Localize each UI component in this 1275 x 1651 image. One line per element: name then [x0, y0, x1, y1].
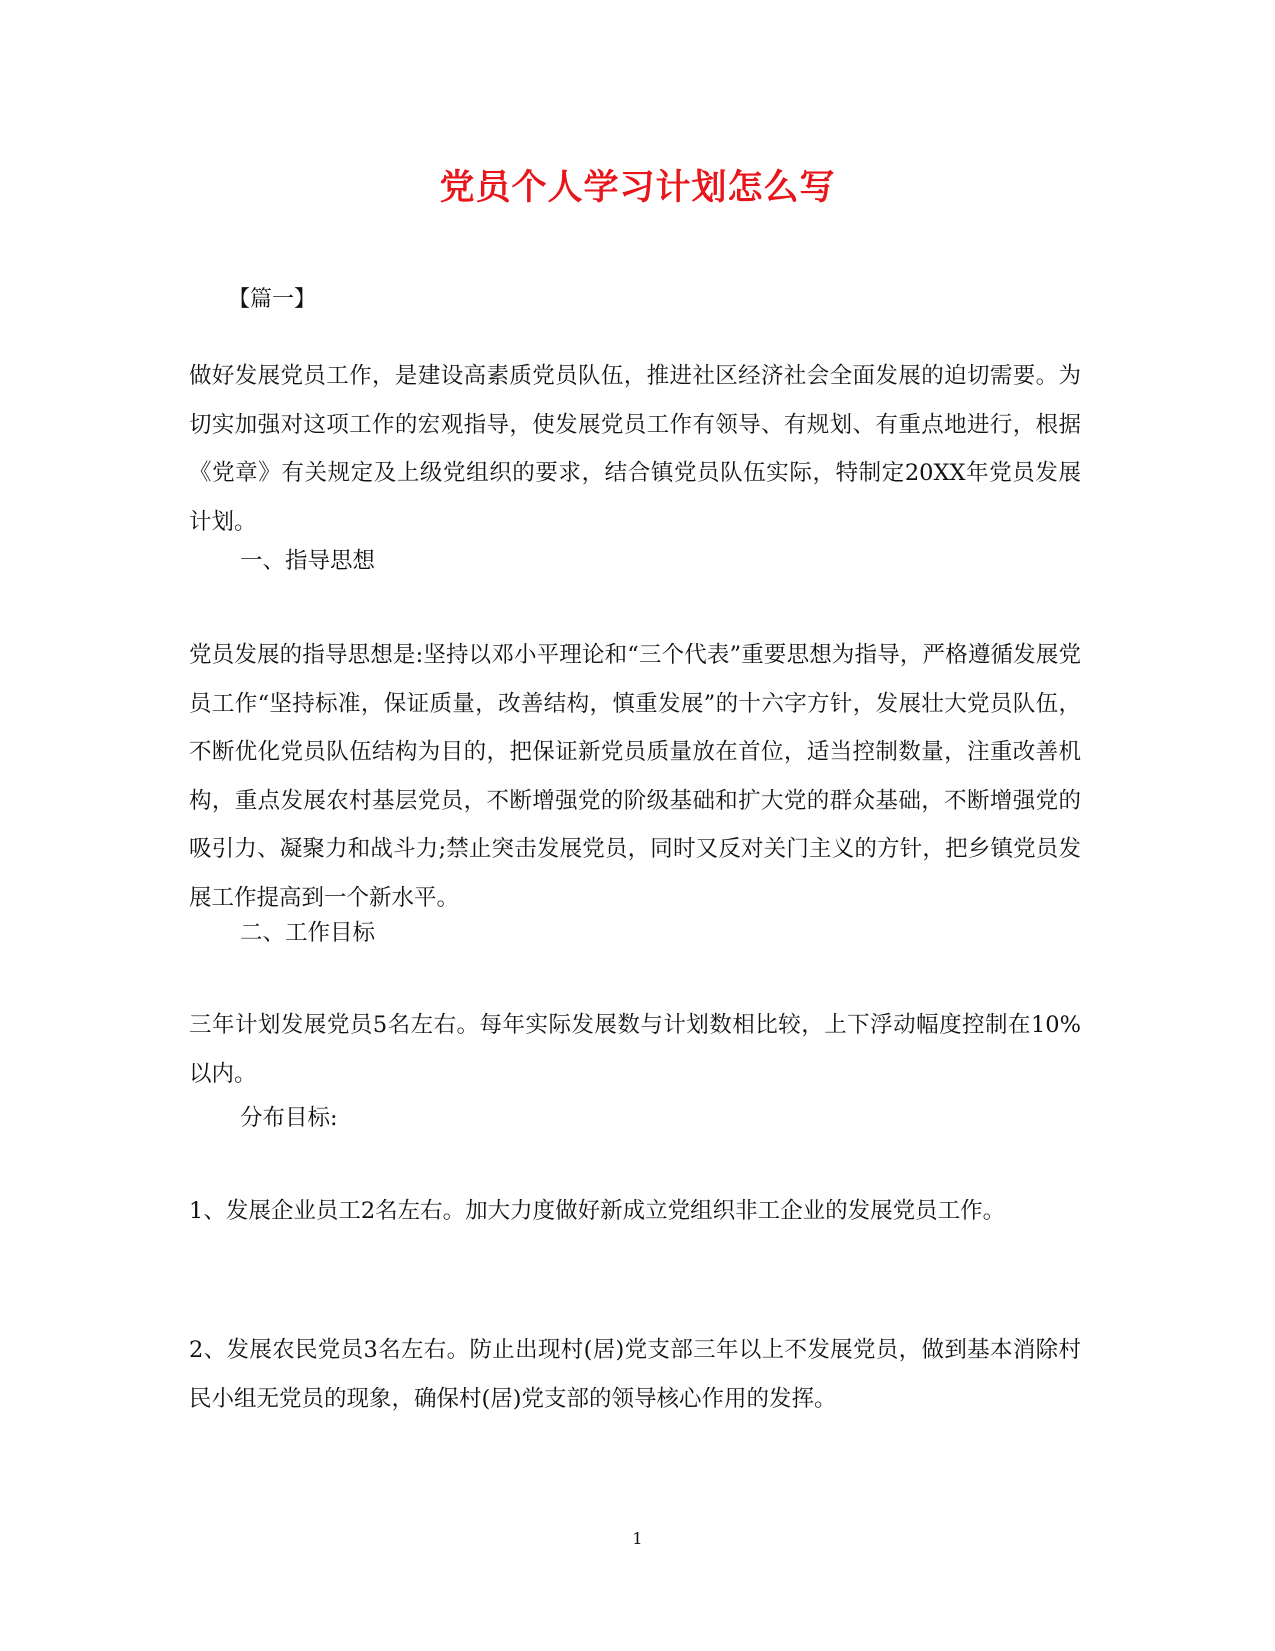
list-item-enterprise: 1、发展企业员工2名左右。加大力度做好新成立党组织非工企业的发展党员工作。: [189, 1198, 1006, 1224]
document-title: 党员个人学习计划怎么写: [439, 167, 836, 208]
page-number: 1: [632, 1529, 643, 1548]
section-tag: 【篇一】: [228, 287, 317, 312]
paragraph-work-goal: 三年计划发展党员5名左右。每年实际发展数与计划数相比较，上下浮动幅度控制在10%以内。: [189, 1012, 1081, 1087]
paragraph-guiding-thought: 党员发展的指导思想是:坚持以邓小平理论和“三个代表”重要思想为指导，严格遵循发展党员工作“坚持标准，保证质量，改善结构，慎重发展”的十六字方针，发展壮大党员队伍，不断优化党员队伍结构为目的，把保证新党员质量放在首位，适当控制数量，注重改善机构，重点发展农村基层党员，不断增强党的阶级基础和扩大党的群众基础，不断增强党的吸引力、凝聚力和战斗力;禁止突击发展党员，同时又反对关门主义的方针，把乡镇党员发展工作提高到一个新水平。: [189, 642, 1081, 911]
heading-work-goal: 二、工作目标: [240, 920, 376, 946]
heading-distribution-goal: 分布目标:: [240, 1105, 338, 1131]
paragraph-intro: 做好发展党员工作，是建设高素质党员队伍，推进社区经济社会全面发展的迫切需要。为切实加强对这项工作的宏观指导，使发展党员工作有领导、有规划、有重点地进行，根据《党章》有关规定及上级党组织的要求，结合镇党员队伍实际，特制定20XX年党员发展计划。: [189, 363, 1081, 535]
heading-guiding-thought: 一、指导思想: [240, 548, 376, 574]
list-item-farmers: 2、发展农民党员3名左右。防止出现村(居)党支部三年以上不发展党员，做到基本消除村民小组无党员的现象，确保村(居)党支部的领导核心作用的发挥。: [189, 1337, 1081, 1412]
